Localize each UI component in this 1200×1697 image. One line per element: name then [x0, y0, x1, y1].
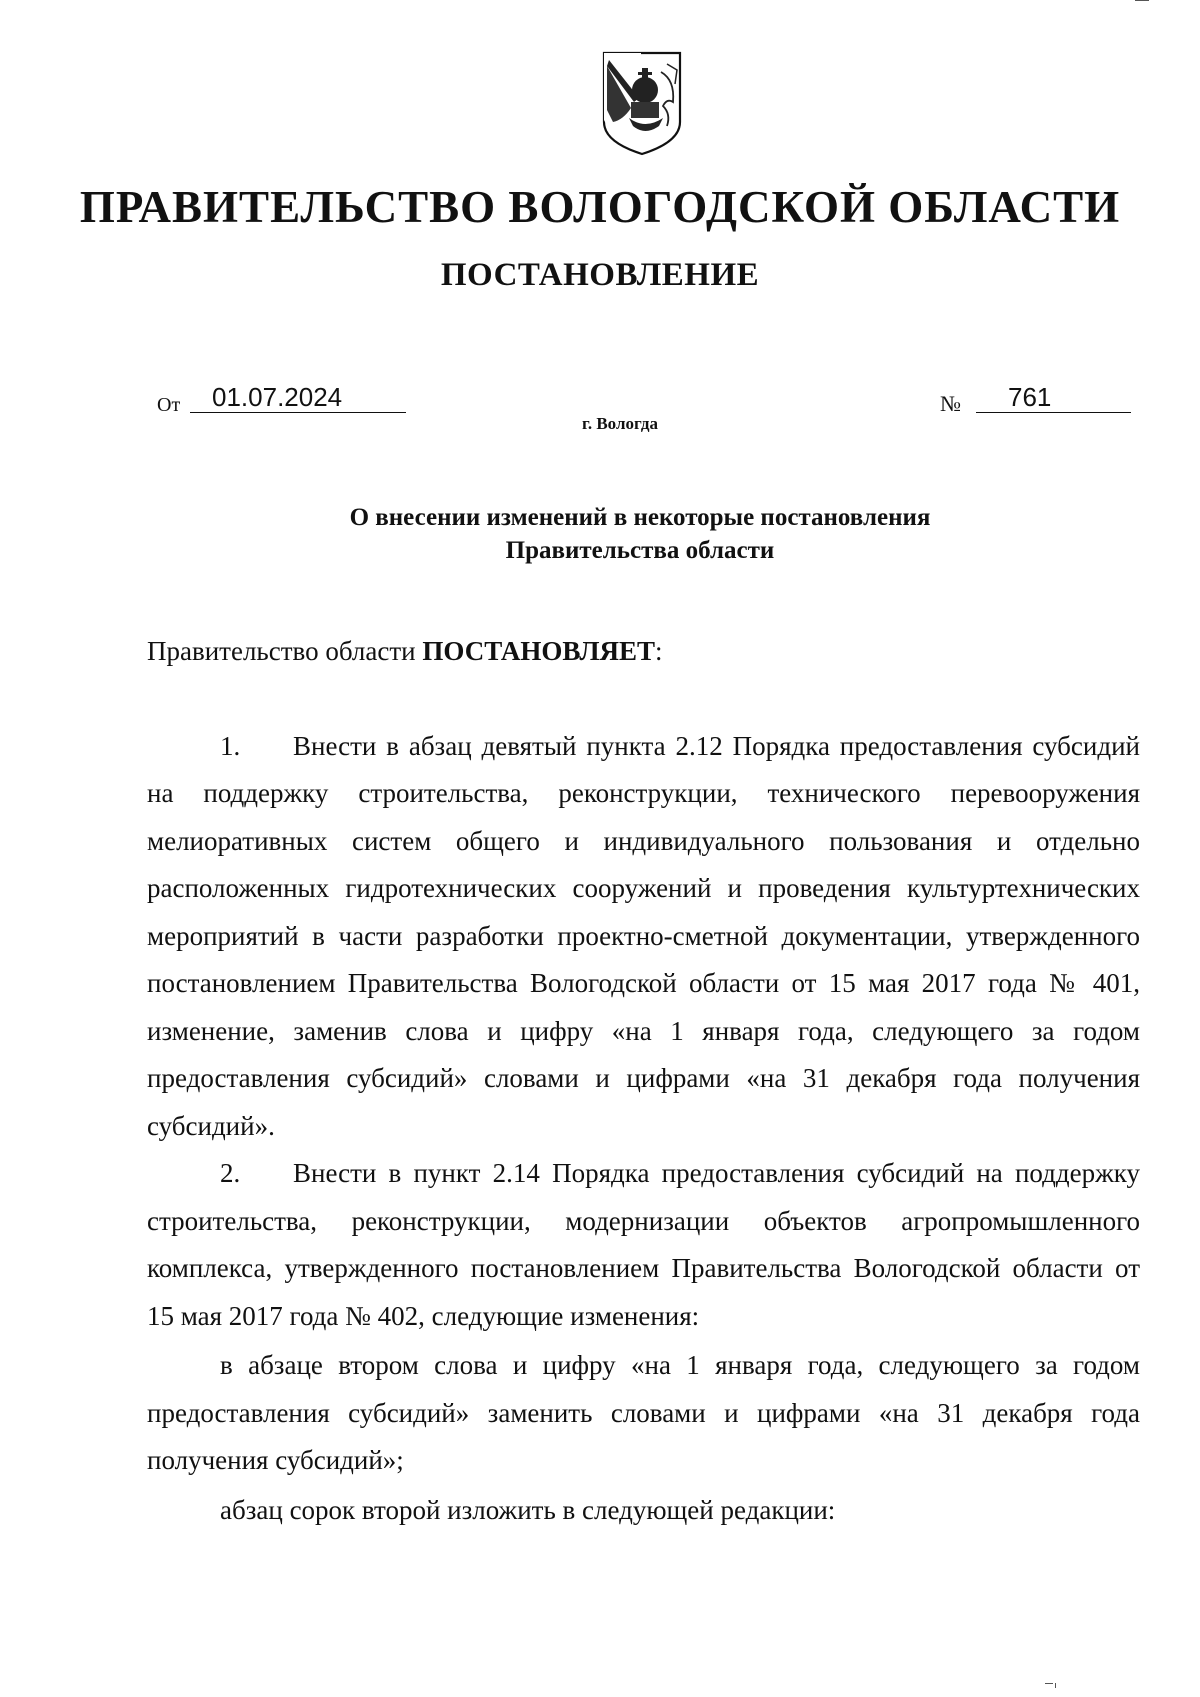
item-2-text: Внести в пункт 2.14 Порядка предоставления субсидий на поддержку строительства, реконструкции, модернизации объектов агропромышленного комплекса, утвержденного постановлением Правительства Вологодской области от 15 мая 2017 года № 402, следующие изменения: — [147, 1158, 1140, 1331]
item-1-number: 1. — [220, 730, 241, 761]
number-prefix-label: № — [940, 391, 961, 416]
intro-keyword: ПОСТАНОВЛЯЕТ — [422, 636, 655, 666]
item-2-paragraph — [147, 1150, 1140, 1340]
subject-line-2: Правительства области — [505, 537, 775, 564]
document-subject — [0, 501, 1200, 567]
scan-artifact — [1045, 1683, 1053, 1684]
intro-text: Правительство области — [147, 636, 423, 666]
coat-of-arms-emblem — [601, 50, 683, 158]
document-number-field: 761 — [976, 382, 1131, 413]
intro-colon: : — [654, 636, 663, 666]
resolution-intro — [147, 628, 1140, 676]
scan-artifact — [1055, 1683, 1056, 1688]
document-type-title: ПОСТАНОВЛЕНИЕ — [440, 257, 760, 293]
item-1-text: Внести в абзац девятый пункта 2.12 Порядка предоставления субсидий на поддержку строительства, реконструкции, технического перевооружения мелиоративных систем общего и индивидуального пользования и отдельно расположенных гидротехнических сооружений и проведения культуртехнических мероприятий в части разработки проектно-сметной документации, утвержденного постановлением Правительства Вологодской области от 15 мая 2017 года № 401, изменение, заменив слова и цифру «на 1 января года, следующего за годом предоставления субсидий» словами и цифрами «на 31 декабря года получения субсидий». — [147, 730, 1140, 1141]
item-1-paragraph — [147, 723, 1140, 1151]
city-label: г. Вологда — [582, 414, 658, 433]
item-2-sub-2: абзац сорок второй изложить в следующей редакции: — [220, 1494, 836, 1525]
government-title: ПРАВИТЕЛЬСТВО ВОЛОГОДСКОЙ ОБЛАСТИ — [79, 182, 1121, 232]
document-body — [147, 628, 1140, 1534]
document-date-field: 01.07.2024 — [190, 382, 406, 413]
scan-artifact — [1135, 0, 1149, 1]
subject-line-1: О внесении изменений в некоторые постановления — [349, 504, 931, 531]
item-2-number: 2. — [220, 1158, 241, 1188]
item-2-sub-1: в абзаце втором слова и цифру «на 1 января года, следующего за годом предоставления субсидий» заменить словами и цифрами «на 31 декабря года получения субсидий»; — [147, 1350, 1140, 1475]
date-prefix-label: От — [157, 394, 181, 416]
